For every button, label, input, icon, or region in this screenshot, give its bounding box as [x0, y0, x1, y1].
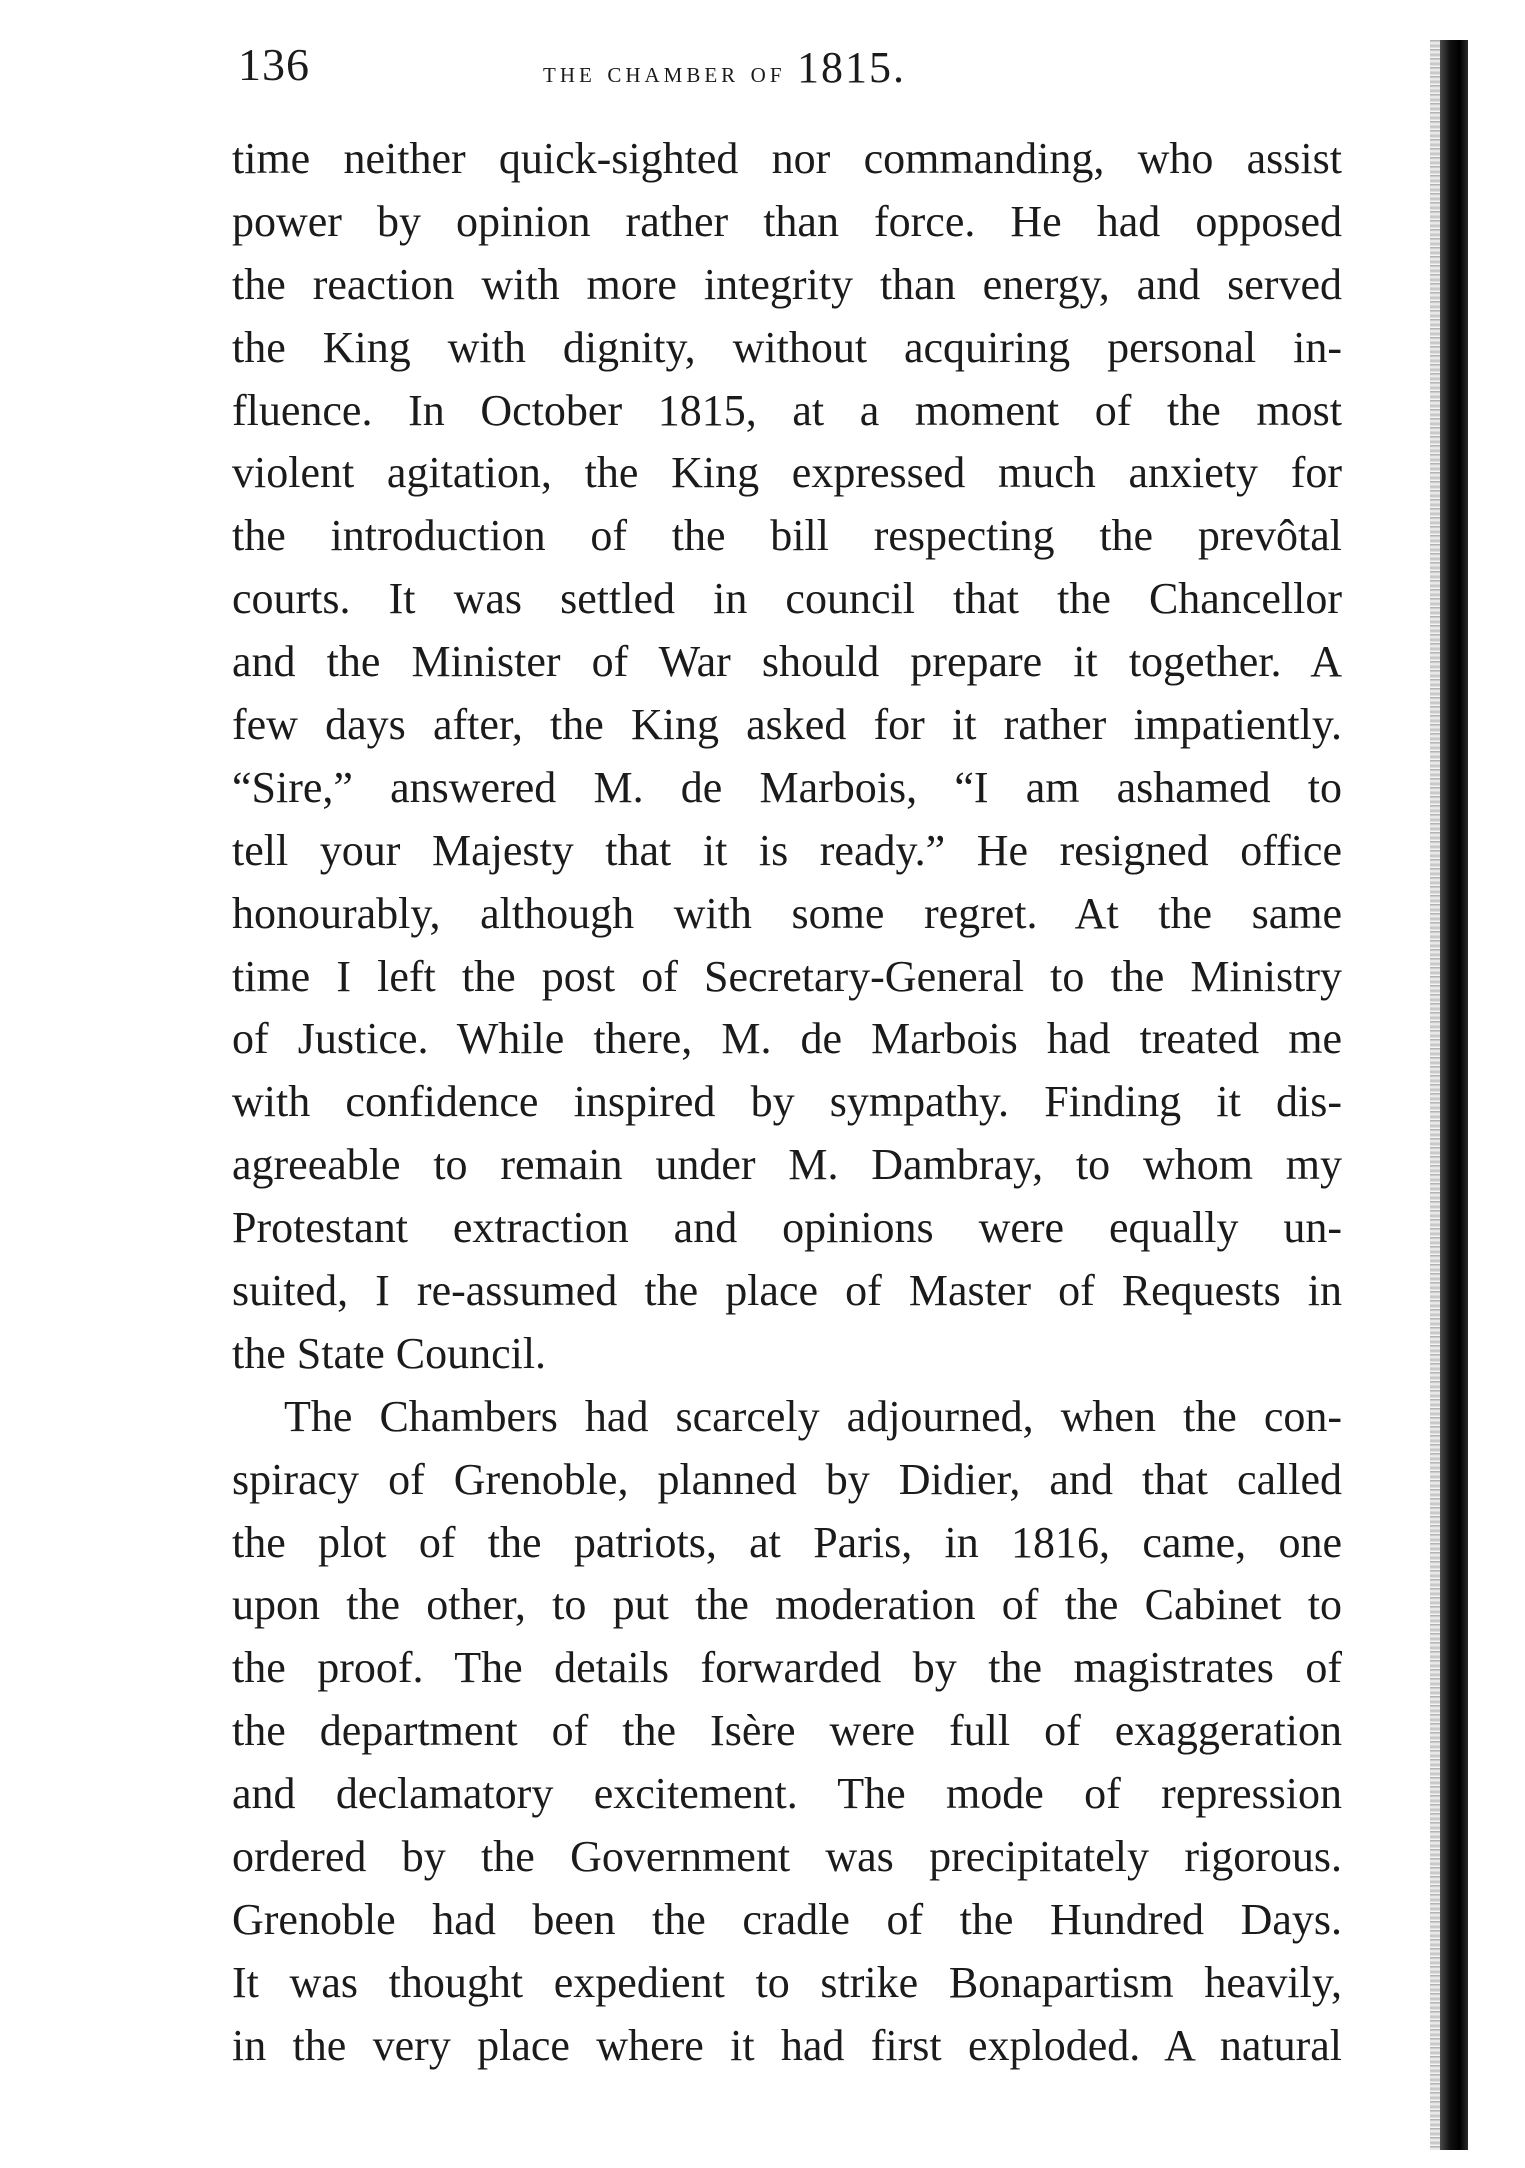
- body-text: [232, 128, 1342, 2078]
- text-line: violent agitation, the King expressed much anxiety for: [232, 448, 1342, 498]
- text-line: time I left the post of Secretary-General to the Ministry: [232, 951, 1342, 1001]
- text-line: and the Minister of War should prepare it together. A: [232, 637, 1342, 687]
- page-edge-shadow: [1440, 40, 1468, 2150]
- text-line: few days after, the King asked for it rather impatiently.: [232, 700, 1342, 750]
- text-line: fluence. In October 1815, at a moment of the most: [232, 385, 1342, 435]
- text-line: “Sire,” answered M. de Marbois, “I am ashamed to: [232, 762, 1342, 812]
- text-line: the department of the Isère were full of exaggeration: [232, 1706, 1342, 1756]
- text-line: of Justice. While there, M. de Marbois had treated me: [232, 1014, 1342, 1064]
- text-line: agreeable to remain under M. Dambray, to whom my: [232, 1140, 1342, 1190]
- text-line: ordered by the Government was precipitately rigorous.: [232, 1832, 1342, 1882]
- text-line: time neither quick-sighted nor commanding, who assist: [232, 134, 1342, 183]
- text-line: the plot of the patriots, at Paris, in 1816, came, one: [232, 1517, 1342, 1567]
- text-line: suited, I re-assumed the place of Master of Requests in: [232, 1266, 1342, 1316]
- running-title: [543, 42, 906, 93]
- text-line: and declamatory excitement. The mode of repression: [232, 1769, 1342, 1819]
- text-line: the State Council.: [232, 1328, 547, 1378]
- text-line: It was thought expedient to strike Bonapartism heavily,: [232, 1957, 1342, 2007]
- text-line: the proof. The details forwarded by the magistrates of: [232, 1643, 1342, 1693]
- text-line: honourably, although with some regret. At the same: [232, 888, 1342, 938]
- text-line: Grenoble had been the cradle of the Hundred Days.: [232, 1894, 1342, 1944]
- text-line: spiracy of Grenoble, planned by Didier, and that called: [232, 1454, 1342, 1504]
- text-line: the introduction of the bill respecting the prevôtal: [232, 511, 1342, 561]
- page-number: 136: [238, 39, 310, 90]
- text-line: power by opinion rather than force. He had opposed: [232, 196, 1342, 246]
- text-line: in the very place where it had first exploded. A natural: [232, 2020, 1342, 2070]
- text-line: The Chambers had scarcely adjourned, when the con-: [284, 1391, 1342, 1441]
- text-line: courts. It was settled in council that the Chancellor: [232, 574, 1342, 624]
- running-title-year: 1815.: [797, 43, 907, 92]
- text-line: Protestant extraction and opinions were equally un-: [232, 1203, 1342, 1253]
- text-line: the reaction with more integrity than energy, and served: [232, 259, 1342, 309]
- running-title-text: the chamber of: [543, 56, 786, 89]
- text-line: upon the other, to put the moderation of the Cabinet to: [232, 1580, 1342, 1630]
- running-head: [230, 30, 1340, 100]
- paragraph-2: [232, 1386, 1342, 2078]
- text-line: with confidence inspired by sympathy. Finding it dis-: [232, 1077, 1342, 1127]
- text-line: tell your Majesty that it is ready.” He resigned office: [232, 825, 1342, 875]
- text-line: the King with dignity, without acquiring personal in-: [232, 322, 1342, 372]
- paragraph-1: [232, 128, 1342, 1386]
